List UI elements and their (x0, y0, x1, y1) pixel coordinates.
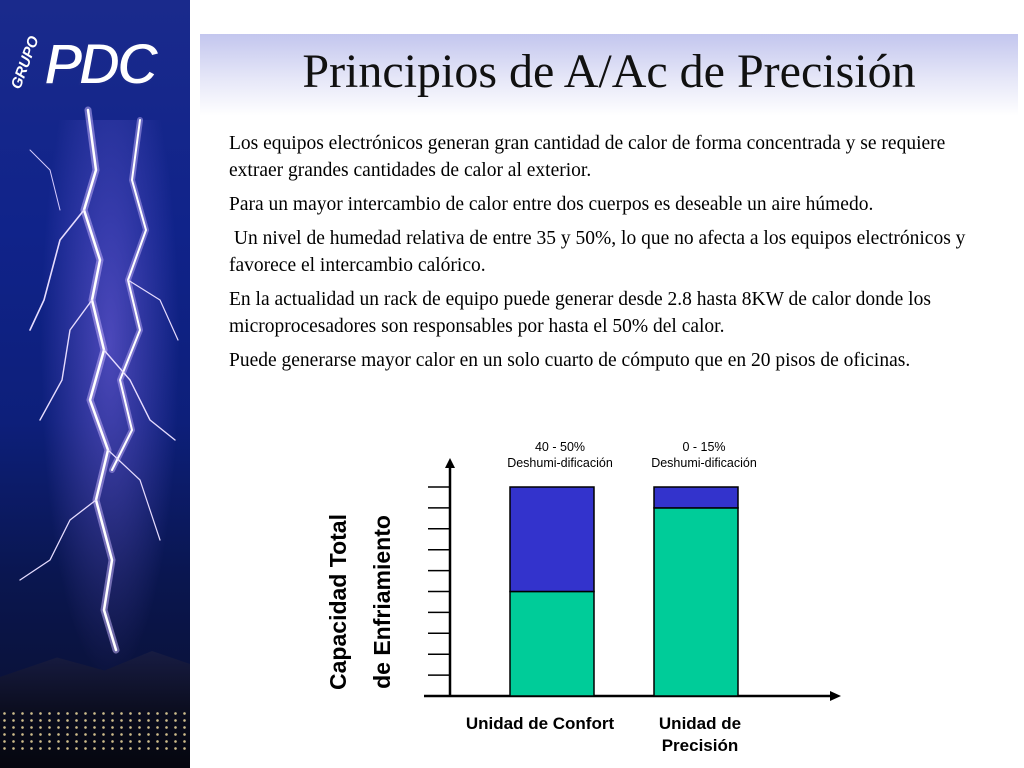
paragraph: Para un mayor intercambio de calor entre dos cuerpos es deseable un aire húmedo. (229, 194, 874, 215)
category-label: Unidad de Confort (465, 714, 615, 733)
bar-sensible-segment (510, 592, 594, 697)
bar-dehumidification-segment (510, 487, 594, 592)
category-label: Unidad de Precisión (658, 714, 742, 755)
grupo-pdc-logo (6, 18, 184, 98)
svg-text:GRUPO: GRUPO (7, 33, 43, 92)
x-axis-arrow (830, 691, 841, 701)
bar-dehumidification-segment (654, 487, 738, 508)
city-lights (0, 710, 190, 750)
cooling-capacity-chart (300, 430, 860, 768)
page-title: Principios de A/Ac de Precisión (302, 45, 916, 98)
svg-text:PDC: PDC (44, 32, 155, 97)
paragraph: Un nivel de humedad relativa de entre 35 y 50%, lo que no afecta a los equipos electrónicos y favorece el intercambio calórico. (229, 228, 971, 276)
y-axis-title-line1: Capacidad Total (325, 514, 351, 690)
bar-sensible-segment (654, 508, 738, 696)
bar-annotation: 40 - 50% Deshumi-dificación (507, 440, 613, 470)
lightning-bolt-icon (0, 0, 190, 768)
paragraph: Los equipos electrónicos generan gran cantidad de calor de forma concentrada y se requiere extraer grandes cantidades de calor al exterior. (229, 133, 946, 181)
paragraph: Puede generarse mayor calor en un solo cuarto de cómputo que en 20 pisos de oficinas. (229, 350, 911, 371)
sidebar-lightning-image (0, 0, 190, 768)
paragraph: En la actualidad un rack de equipo puede generar desde 2.8 hasta 8KW de calor donde los microprocesadores son responsables por hasta el 50% del calor. (229, 289, 931, 337)
bar-annotation: 0 - 15% Deshumi-dificación (651, 440, 757, 470)
y-axis-title-line2: de Enfriamiento (369, 515, 395, 689)
y-axis-arrow (445, 458, 455, 468)
body-text (229, 130, 999, 381)
